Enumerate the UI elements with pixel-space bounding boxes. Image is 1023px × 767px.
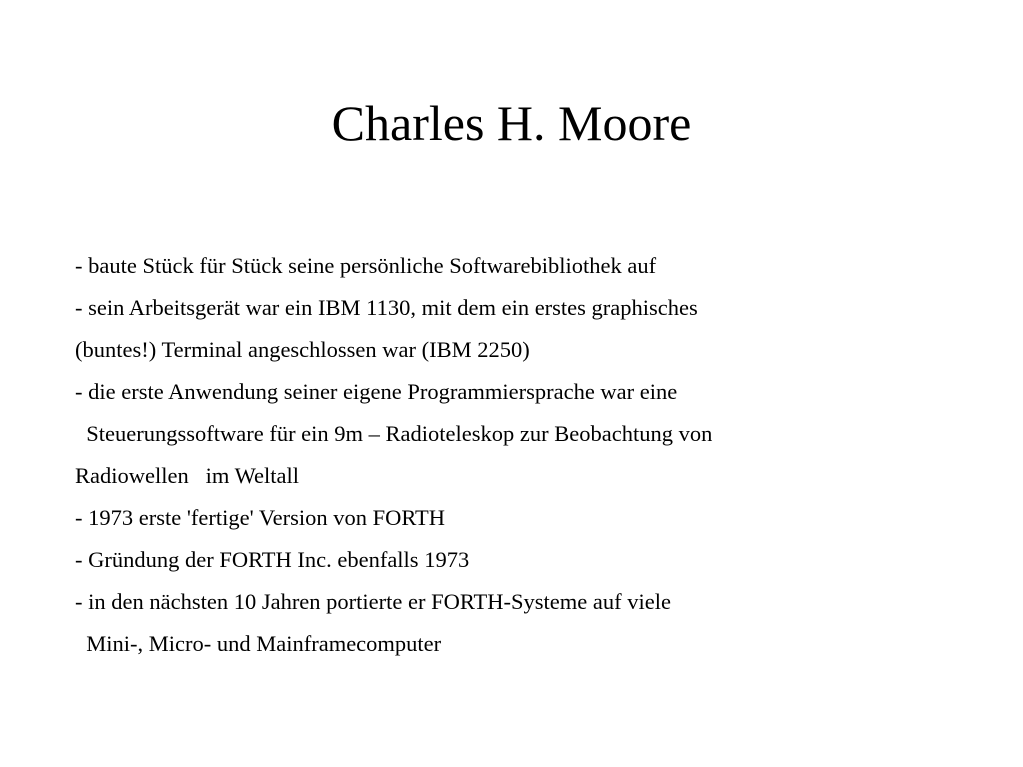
body-line: - die erste Anwendung seiner eigene Programmiersprache war eine <box>75 379 678 404</box>
body-line: Radiowellen im Weltall <box>75 463 299 488</box>
body-line: (buntes!) Terminal angeschlossen war (IBM 2250) <box>75 337 530 362</box>
body-line: - Gründung der FORTH Inc. ebenfalls 1973 <box>75 547 470 572</box>
body-line: Mini-, Micro- und Mainframecomputer <box>75 631 442 656</box>
body-line: Steuerungssoftware für ein 9m – Radioteleskop zur Beobachtung von <box>75 421 713 446</box>
body-line: - 1973 erste 'fertige' Version von FORTH <box>75 505 446 530</box>
slide-title: Charles H. Moore <box>331 95 692 151</box>
body-line: - baute Stück für Stück seine persönliche Softwarebibliothek auf <box>75 253 657 278</box>
body-line: - sein Arbeitsgerät war ein IBM 1130, mit dem ein erstes graphisches <box>75 295 698 320</box>
body-line: - in den nächsten 10 Jahren portierte er FORTH-Systeme auf viele <box>75 589 671 614</box>
